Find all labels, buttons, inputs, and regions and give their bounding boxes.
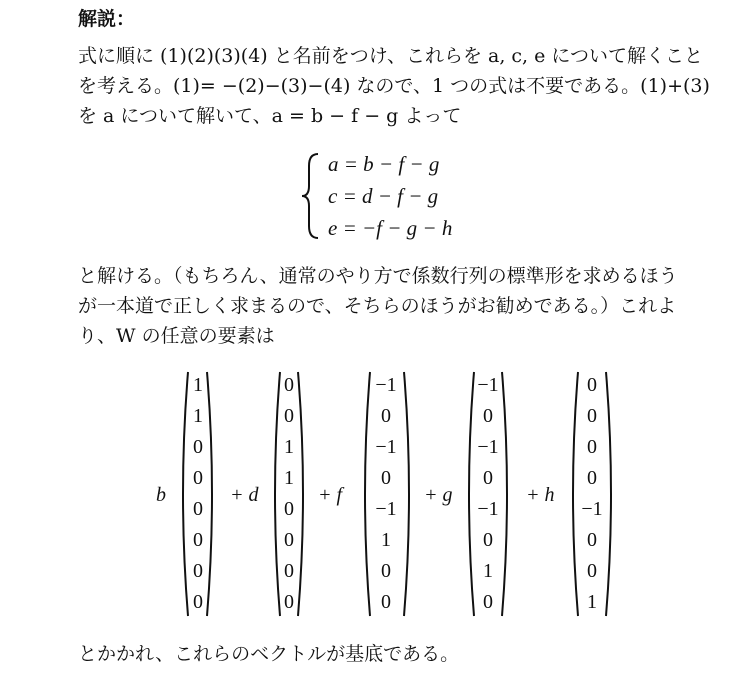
vector-1-entry: 0 (193, 591, 203, 613)
vector-4-entry: 0 (483, 591, 493, 613)
mid-line-1: と解ける。（もちろん、通常のやり方で係数行列の標準形を求めるほう (78, 265, 678, 287)
system-eq-2: c = d − f − g (328, 184, 439, 208)
vector-3-entry: 0 (381, 560, 391, 582)
vector-5-entry: 0 (587, 467, 597, 489)
intro-line-3: を a について解いて、a = b − f − g よって (78, 105, 462, 127)
system-eq-1: a = b − f − g (328, 152, 440, 176)
vector-1-entry: 0 (193, 529, 203, 551)
vector-5-entry: 0 (587, 374, 597, 396)
vector-5-entry: −1 (581, 498, 603, 520)
vector-4-entry: 0 (483, 529, 493, 551)
mid-line-3: り、W の任意の要素は (78, 325, 275, 347)
coef-d: + d (230, 484, 259, 506)
vector-2-entry: 0 (284, 498, 294, 520)
vector-5-entry: 0 (587, 436, 597, 458)
vector-2-entry: 1 (284, 436, 294, 458)
mid-line-2: が一本道で正しく求まるので、そちらのほうがお勧めである。）これよ (78, 295, 677, 317)
vector-1-entry: 1 (193, 374, 203, 396)
vector-2-entry: 0 (284, 591, 294, 613)
coef-f: + f (318, 484, 343, 506)
vector-3-entry: −1 (375, 374, 397, 396)
vector-1-entry: 0 (193, 498, 203, 520)
vector-5-entry: 0 (587, 560, 597, 582)
coef-h: + h (526, 484, 555, 506)
vector-3-entry: −1 (375, 498, 397, 520)
vector-1-entry: 0 (193, 436, 203, 458)
intro-line-1: 式に順に (1)(2)(3)(4) と名前をつけ、これらを a, c, e について解くこと (78, 45, 704, 67)
closing-line: とかかれ、これらのベクトルが基底である。 (78, 643, 460, 665)
vector-1-entry: 0 (193, 560, 203, 582)
vector-4-entry: 0 (483, 467, 493, 489)
vector-4-entry: −1 (477, 498, 499, 520)
vector-3-entry: 0 (381, 591, 391, 613)
vector-2-entry: 0 (284, 374, 294, 396)
vector-4-entry: −1 (477, 436, 499, 458)
system-eq-3: e = −f − g − h (328, 216, 453, 240)
vector-2-entry: 1 (284, 467, 294, 489)
coef-g: + g (424, 484, 453, 506)
vector-4-entry: 0 (483, 405, 493, 427)
vector-4-entry: 1 (483, 560, 493, 582)
vector-3-entry: −1 (375, 436, 397, 458)
vector-3-entry: 0 (381, 405, 391, 427)
vector-1-entry: 1 (193, 405, 203, 427)
heading: 解説： (78, 8, 136, 30)
vector-2-entry: 0 (284, 405, 294, 427)
vector-4-entry: −1 (477, 374, 499, 396)
vector-3-entry: 0 (381, 467, 391, 489)
vector-2-entry: 0 (284, 560, 294, 582)
vector-3-entry: 1 (381, 529, 391, 551)
vector-2-entry: 0 (284, 529, 294, 551)
vector-5-entry: 0 (587, 405, 597, 427)
intro-line-2: を考える。(1)= −(2)−(3)−(4) なので、1 つの式は不要である。(1)+(3) (78, 75, 710, 97)
vector-1-entry: 0 (193, 467, 203, 489)
vector-5-entry: 0 (587, 529, 597, 551)
vector-5-entry: 1 (587, 591, 597, 613)
coef-b: b (156, 484, 166, 506)
